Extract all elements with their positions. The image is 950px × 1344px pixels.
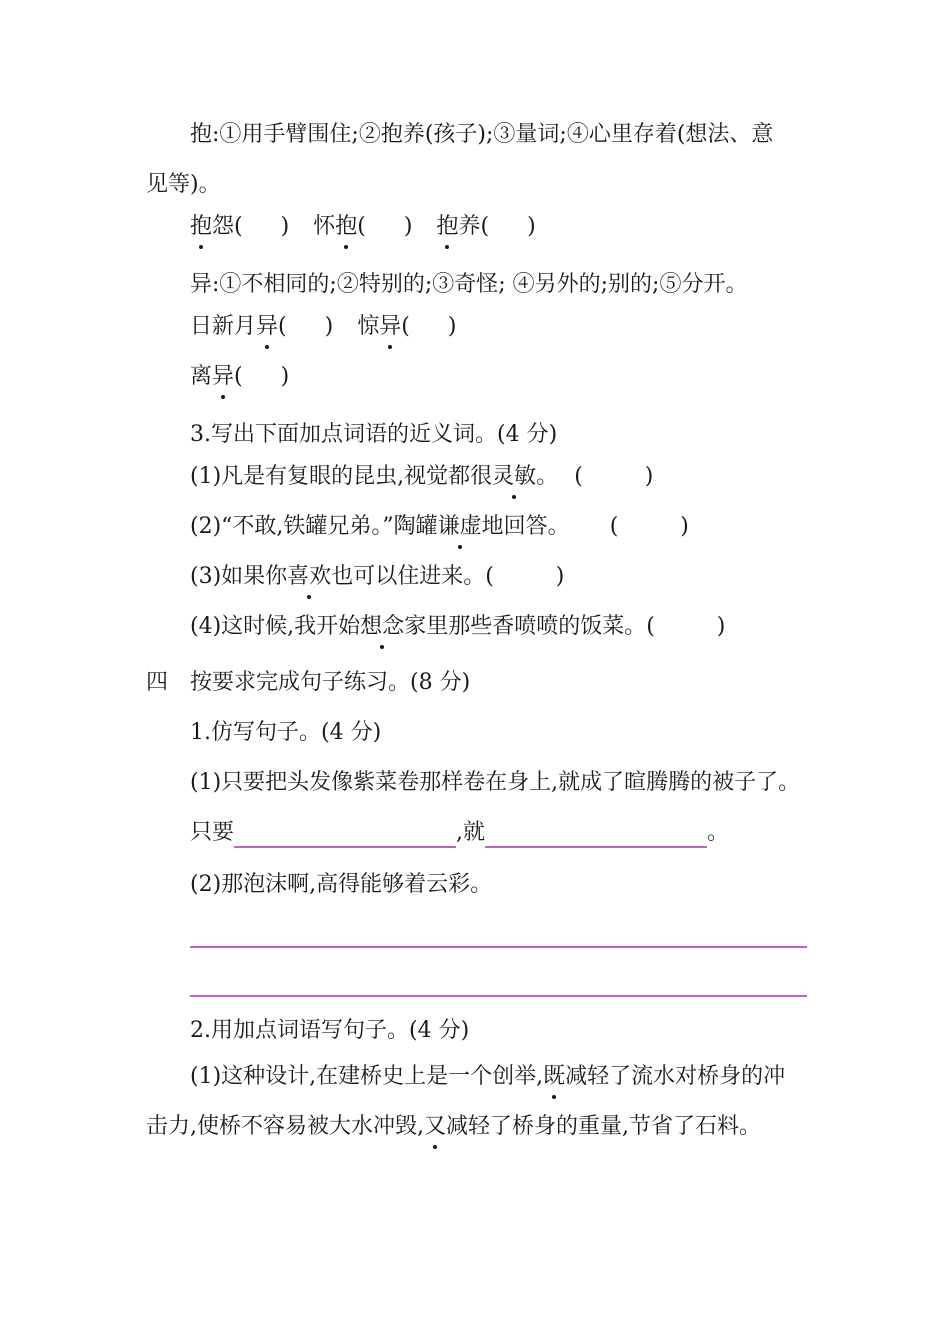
bao-definition-line1: 抱:①用手臂围住;②抱养(孩子);③量词;④心里存着(想法、意 (190, 122, 774, 147)
q3-title: 3.写出下面加点词语的近义词。(4 分) (190, 422, 558, 447)
bao-words-row (190, 212, 536, 242)
dotted-word: 想念 (360, 612, 404, 642)
s4-q1-sentence-1: (1)只要把头发像紫菜卷那样卷在身上,就成了暄腾腾的被子了。 (190, 770, 801, 795)
answer-paren[interactable]: ( ) (234, 214, 290, 239)
dotted-char: 又 (424, 1112, 446, 1142)
answer-paren[interactable]: ( ) (574, 464, 654, 489)
s4-q1-fill-row (190, 818, 729, 848)
s4-q2-sentence-line1: (1)这种设计,在建桥史上是一个创举,既减轻了流水对桥身的冲 (190, 1062, 785, 1092)
q3-item-4: (4)这时候,我开始想念家里那些香喷喷的饭菜。( ) (190, 612, 725, 642)
q3-item-2: (2)“不敢,铁罐兄弟。”陶罐谦虚地回答。 ( ) (190, 512, 689, 542)
bao-word-3: 抱养 (436, 214, 480, 239)
answer-paren[interactable]: ( ) (480, 214, 536, 239)
dotted-char: 异 (379, 312, 401, 342)
bao-word-2: 怀抱 (313, 214, 357, 239)
yi-word-2: 惊异 (357, 314, 401, 339)
dotted-char: 异 (212, 362, 234, 392)
s4-q2-title: 2.用加点词语写句子。(4 分) (190, 1018, 470, 1043)
q3-item-1: (1)凡是有复眼的昆虫,视觉都很灵敏。 ( ) (190, 462, 653, 492)
fill-blank-1[interactable] (234, 824, 456, 848)
fill-end: 。 (707, 820, 730, 845)
yi-words-row-2 (190, 362, 289, 392)
yi-word-3: 离异 (190, 364, 234, 389)
fill-blank-2[interactable] (485, 824, 707, 848)
s4-q1-title: 1.仿写句子。(4 分) (190, 720, 382, 745)
answer-paren[interactable]: ( ) (278, 314, 334, 339)
dotted-char: 抱 (335, 212, 357, 242)
s4-q2-sentence-line2: 击力,使桥不容易被大水冲毁,又减轻了桥身的重量,节省了石料。 (146, 1112, 761, 1142)
fill-middle: ,就 (456, 820, 486, 845)
q3-item-3: (3)如果你喜欢也可以住进来。( ) (190, 562, 564, 592)
dotted-char: 既 (543, 1062, 565, 1092)
dotted-char: 异 (256, 312, 278, 342)
fill-prefix: 只要 (190, 820, 235, 845)
answer-paren[interactable]: ( ) (357, 214, 413, 239)
dotted-char: 抱 (436, 212, 458, 242)
dotted-char: 抱 (190, 212, 212, 242)
bao-definition-line2: 见等)。 (146, 172, 221, 197)
dotted-word: 谦虚 (438, 512, 482, 542)
bao-word-1: 抱怨 (190, 214, 234, 239)
section-4-title: 按要求完成句子练习。(8 分) (190, 670, 471, 695)
dotted-word: 喜欢 (287, 562, 331, 592)
answer-paren[interactable]: ( ) (609, 514, 689, 539)
answer-paren[interactable]: ( ) (646, 614, 726, 639)
section-4-number: 四 (146, 670, 169, 695)
s4-q1-sentence-2: (2)那泡沫啊,高得能够着云彩。 (190, 872, 493, 897)
answer-line-2[interactable] (190, 995, 807, 997)
answer-paren[interactable]: ( ) (401, 314, 457, 339)
yi-words-row-1 (190, 312, 456, 342)
yi-definition-line: 异:①不相同的;②特别的;③奇怪; ④另外的;别的;⑤分开。 (190, 272, 748, 297)
answer-paren[interactable]: ( ) (485, 564, 565, 589)
dotted-word: 灵敏 (492, 462, 536, 492)
answer-line-1[interactable] (190, 946, 807, 948)
yi-word-1: 日新月异 (190, 314, 278, 339)
answer-paren[interactable]: ( ) (234, 364, 290, 389)
